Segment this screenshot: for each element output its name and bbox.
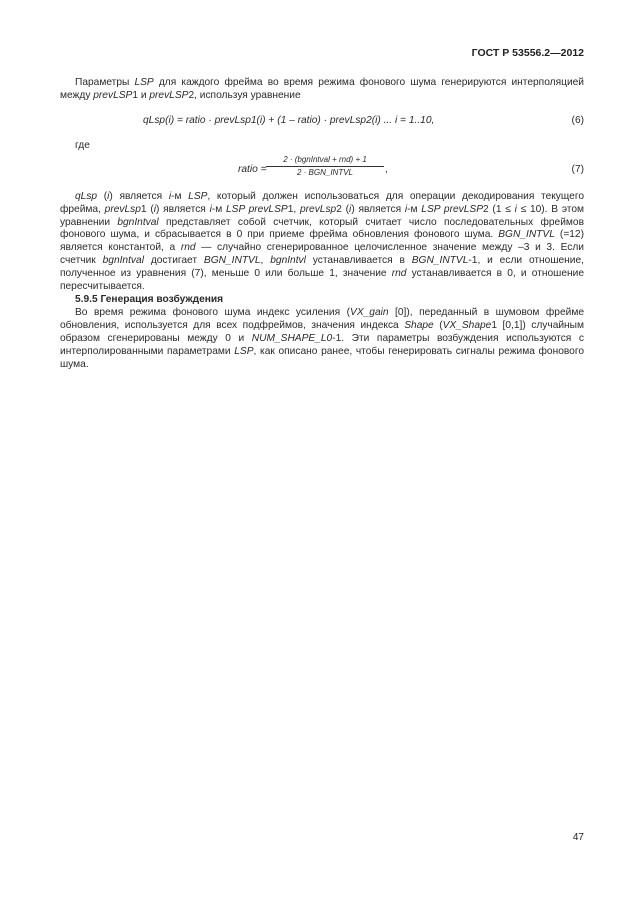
term: i: [349, 203, 352, 215]
term: prevLSP: [149, 89, 189, 101]
text: -м: [407, 203, 422, 215]
term: VX_Shape: [442, 319, 492, 331]
section-heading: 5.9.5 Генерация возбуждения: [75, 293, 224, 305]
equation-7-comma: ,: [385, 163, 388, 175]
text: ) является: [351, 203, 405, 215]
equation-7-lhs: ratio =: [238, 163, 267, 175]
text: , как описано ранее, чтобы генерировать сигналы режима фонового шума.: [60, 345, 585, 370]
equation-6: [60, 115, 584, 128]
numerator-text: 2 · (bgnIntval + rnd) + 1: [283, 154, 367, 164]
term: i: [107, 190, 110, 202]
text: для каждого фрейма во время режима фонового шума генерируются интерполяцией между: [60, 77, 584, 101]
fraction-denominator: [266, 168, 384, 178]
text: , который должен использоваться для операции декодирования текущего фрейма,: [60, 190, 584, 215]
text: 2 (1 ≤: [483, 203, 515, 215]
term: prevLSP: [93, 89, 133, 101]
term: i: [153, 203, 157, 215]
standard-header: ГОСТ Р 53556.2—2012: [471, 47, 584, 59]
text: 2 (: [336, 203, 350, 215]
text: 1,: [287, 203, 300, 215]
text: (=12) является константой, а: [60, 229, 584, 254]
fraction-numerator: [266, 155, 384, 165]
text: устанавливается в 0, и отношение пересчитывается.: [60, 268, 585, 293]
text: достигает: [143, 255, 204, 267]
term: prevLsp: [104, 203, 141, 215]
term: BGN_INTVL: [498, 229, 555, 241]
text: 1 и: [132, 89, 150, 101]
fraction-bar: [266, 166, 384, 167]
equation-6-number: (6): [571, 114, 584, 126]
term: i: [514, 203, 517, 215]
text: [0]), переданный в шумовом фрейме обновления, используется для всех подфреймов, значения индекса: [60, 306, 584, 331]
text: ) является: [156, 203, 210, 215]
text: ) является: [109, 190, 169, 202]
term: prevLsp: [299, 203, 337, 215]
page-number: 47: [572, 832, 584, 843]
term: qLsp: [75, 190, 98, 202]
text: 2, используя уравнение: [188, 89, 301, 101]
term: bgnIntvl: [270, 255, 306, 267]
paragraph-excitation: [60, 307, 584, 372]
term: i: [168, 190, 172, 202]
term: bgnIntval: [117, 216, 159, 228]
term: bgnIntval: [102, 255, 144, 267]
text: -1, и если отношение, полученное из уравнения (7), меньше 0 или больше 1, значение: [60, 255, 584, 280]
text: -м: [171, 190, 189, 202]
term: Shape: [404, 319, 434, 331]
text: представляет собой счетчик, который считает число последовательных фреймов фонового шума, и сбрасывается в 0 при приеме фрейма обновления фонового шума.: [60, 216, 584, 241]
text: Во время режима фонового шума индекс усиления (: [75, 306, 351, 318]
term: i: [209, 203, 212, 215]
term: i: [404, 203, 408, 215]
equation-7: [60, 155, 584, 183]
term: rnd: [180, 242, 196, 254]
text: -м: [211, 203, 226, 215]
equation-7-fraction: [266, 155, 384, 178]
text: устанавливается в: [305, 255, 412, 267]
equation-6-text: qLsp(i) = ratio · prevLsp1(i) + (1 – ratio) · prevLsp2(i) ... i = 1..10,: [143, 114, 435, 126]
term: BGN_INTVL: [203, 255, 261, 267]
where-label: где: [75, 139, 90, 151]
term: rnd: [391, 268, 407, 280]
term: BGN_INTVL: [411, 255, 469, 267]
term: LSP prevLSP: [421, 203, 483, 215]
term: NUM_SHAPE_L0: [251, 332, 333, 344]
term: VX_gain: [350, 306, 389, 318]
term: LSP: [234, 345, 254, 357]
denominator-text: 2 · BGN_INTVL: [296, 167, 353, 177]
equation-7-number: (7): [571, 163, 584, 175]
text: 1 (: [140, 203, 154, 215]
paragraph-definitions: [60, 191, 584, 294]
page-content: [60, 77, 584, 371]
text: 1 [0,1]) случайным образом сгенерированы между 0 и: [60, 319, 585, 344]
term: LSP: [134, 77, 154, 88]
text: — случайно сгенерированное целочисленное значение между –3 и 3. Если счетчик: [60, 242, 584, 267]
text: (: [97, 190, 108, 202]
text: ,: [260, 255, 271, 267]
text: -1. Эти параметры возбуждения используются с интерполированными параметрами: [60, 332, 584, 357]
text: Параметры: [75, 77, 135, 88]
text: (: [433, 319, 443, 331]
paragraph-intro: [60, 77, 584, 103]
term: LSP: [188, 190, 208, 202]
text: ≤ 10). В этом уравнении: [60, 203, 585, 228]
term: LSP prevLSP: [225, 203, 288, 215]
